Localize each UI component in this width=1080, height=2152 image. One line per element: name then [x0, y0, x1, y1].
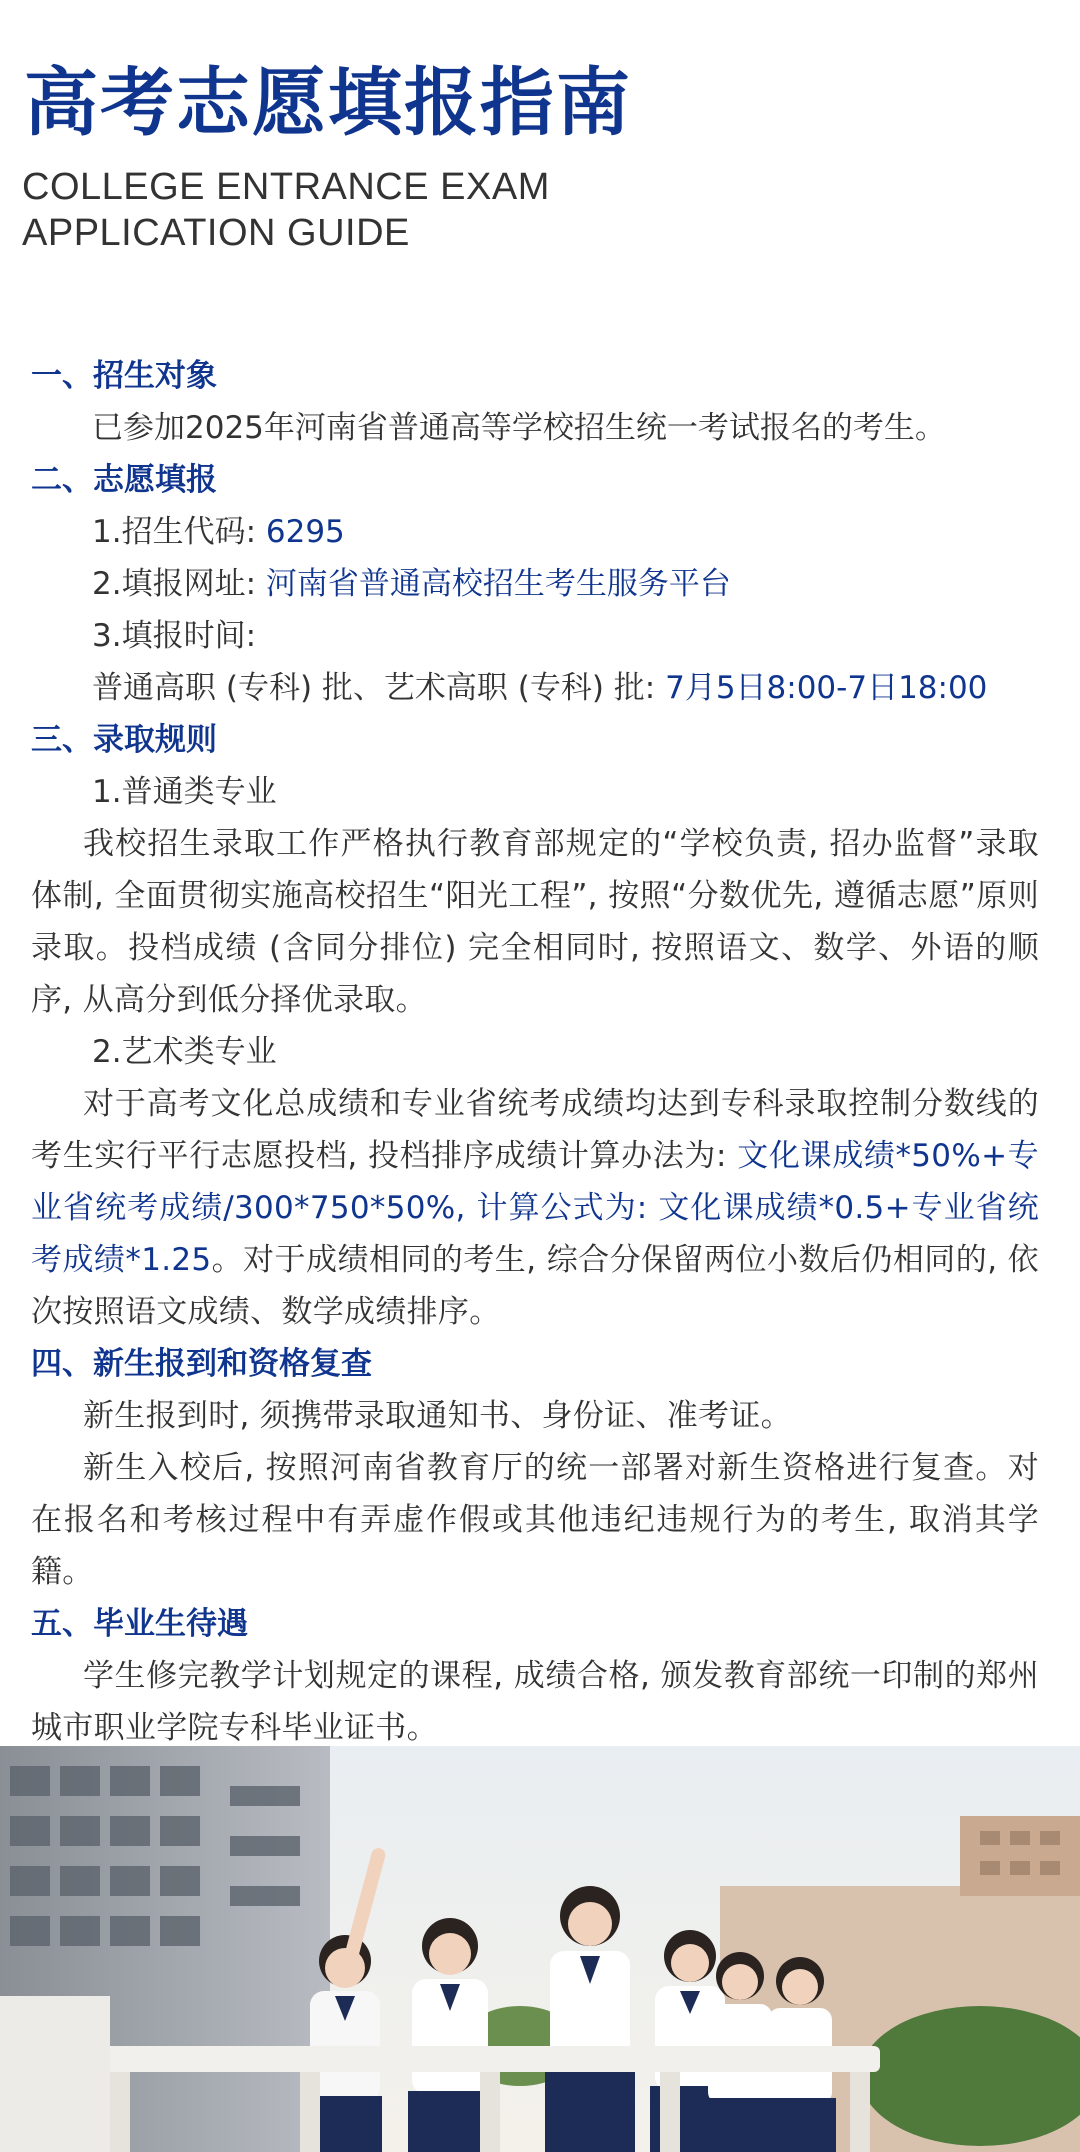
art-major-paragraph — [31, 1078, 1039, 1338]
admission-target-text: 已参加2025年河南省普通高等学校招生统一考试报名的考生。 — [92, 410, 946, 446]
application-time-label: 3.填报时间: — [92, 618, 257, 654]
section-heading-registration: 四、新生报到和资格复查 — [31, 1346, 372, 1382]
section-heading-graduate-benefits: 五、毕业生待遇 — [31, 1606, 248, 1642]
art-major-text-b: 。对于成绩相同的考生, 综合分保留两位小数后仍相同的, 依次按照语文成绩、数学成绩排序。 — [31, 1242, 1039, 1330]
application-url-label: 2.填报网址: — [92, 566, 266, 602]
art-major-formula: 文化课成绩*50%+专业省统考成绩/300*750*50%, 计算公式为: 文化课成绩*0.5+专业省统考成绩*1.25 — [31, 1138, 1039, 1278]
art-major-subheading: 2.艺术类专业 — [92, 1034, 277, 1070]
registration-paragraph-1: 新生报到时, 须携带录取通知书、身份证、准考证。 — [83, 1398, 792, 1434]
right-building-top — [960, 1816, 1080, 1896]
application-batch-line — [31, 662, 1039, 714]
application-url-link[interactable]: 河南省普通高校招生考生服务平台 — [265, 566, 731, 602]
page-subtitle — [22, 164, 550, 256]
guide-content — [31, 350, 1039, 1754]
enrollment-code-value: 6295 — [265, 514, 345, 550]
foreground-pillar — [0, 1996, 110, 2152]
general-major-paragraph: 我校招生录取工作严格执行教育部规定的“学校负责, 招办监督”录取体制, 全面贯彻实施高校招生“阳光工程”, 按照“分数优先, 遵循志愿”原则录取。投档成绩 (含同分排位) 完全相同时, 按照语文、数学、外语的顺序, 从高分到低分择优录取。 — [31, 826, 1039, 1018]
subtitle-line-1: COLLEGE ENTRANCE EXAM — [22, 166, 550, 208]
section-heading-admission-target: 一、招生对象 — [31, 358, 217, 394]
balcony-railing — [100, 2046, 880, 2072]
campus-students-photo — [0, 1746, 1080, 2152]
application-url-line — [31, 558, 1039, 610]
graduate-benefits-paragraph: 学生修完教学计划规定的课程, 成绩合格, 颁发教育部统一印制的郑州城市职业学院专科毕业证书。 — [31, 1658, 1039, 1746]
section-heading-application: 二、志愿填报 — [31, 462, 217, 498]
page-title: 高考志愿填报指南 — [24, 60, 632, 146]
campus-photo-illustration — [0, 1746, 1080, 2152]
registration-paragraph-2: 新生入校后, 按照河南省教育厅的统一部署对新生资格进行复查。对在报名和考核过程中有弄虚作假或其他违纪违规行为的考生, 取消其学籍。 — [31, 1450, 1039, 1590]
enrollment-code-line — [31, 506, 1039, 558]
application-batch-label: 普通高职 (专科) 批、艺术高职 (专科) 批: — [92, 670, 666, 706]
application-batch-time: 7月5日8:00-7日18:00 — [665, 670, 988, 706]
enrollment-code-label: 1.招生代码: — [92, 514, 266, 550]
art-major-text-a: 对于高考文化总成绩和专业省统考成绩均达到专科录取控制分数线的考生实行平行志愿投档, 投档排序成绩计算办法为: — [31, 1086, 1039, 1174]
section-heading-admission-rules: 三、录取规则 — [31, 722, 217, 758]
general-major-subheading: 1.普通类专业 — [92, 774, 277, 810]
subtitle-line-2: APPLICATION GUIDE — [22, 212, 410, 254]
